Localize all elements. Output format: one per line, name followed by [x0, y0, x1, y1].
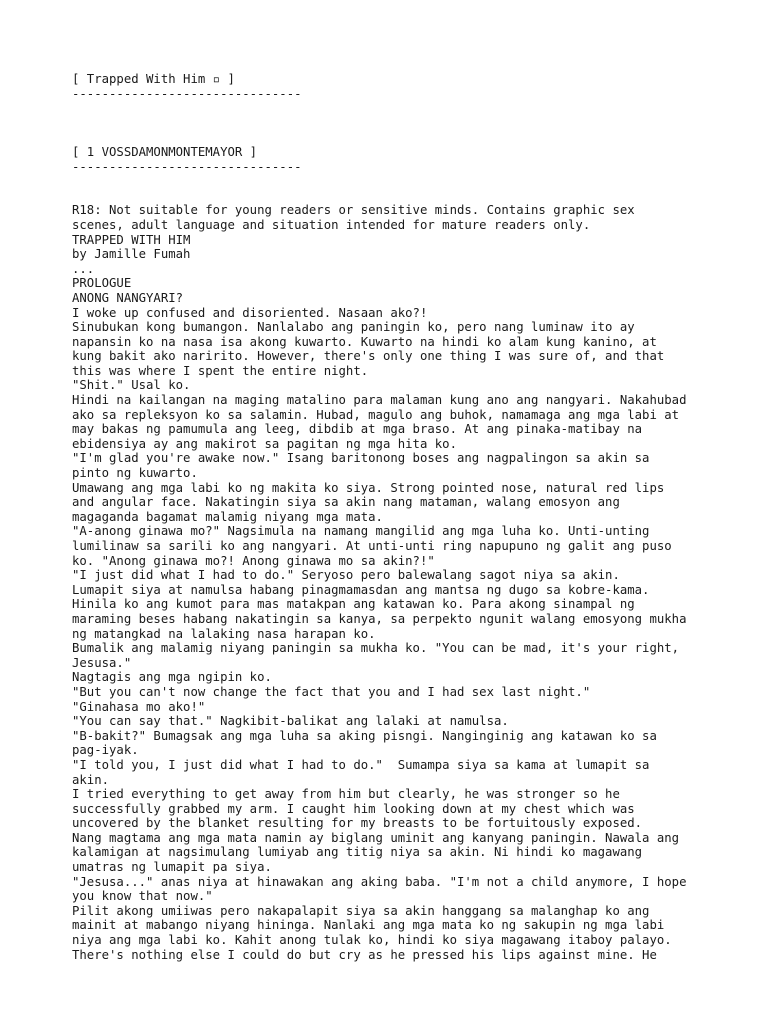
spacer: [72, 189, 712, 204]
text-line: scenes, adult language and situation intended for mature readers only.: [72, 217, 591, 232]
text-line: "You can say that." Nagkibit-balikat ang lalaki at namulsa.: [72, 714, 509, 729]
text-line: I woke up confused and disoriented. Nasaan ako?!: [72, 305, 428, 320]
text-line: maraming beses habang nakatingin sa kanya, sa perpekto ngunit walang emosyong mukha: [72, 611, 687, 626]
text-line: "I told you, I just did what I had to do." Sumampa siya sa kama at lumapit sa: [72, 757, 650, 772]
text-line: TRAPPED WITH HIM: [72, 232, 191, 247]
text-line: ako sa repleksyon ko sa salamin. Hubad, magulo ang buhok, namamaga ang mga labi at: [72, 407, 680, 422]
text-line: "Shit." Usal ko.: [72, 378, 191, 393]
text-line: niya ang mga labi ko. Kahit anong tulak ko, hindi ko siya magawang itaboy palayo.: [72, 933, 672, 948]
text-line: successfully grabbed my arm. I caught him looking down at my chest which was: [72, 801, 635, 816]
text-line: Bumalik ang malamig niyang paningin sa mukha ko. "You can be mad, it's your right,: [72, 641, 680, 656]
text-line: pinto ng kuwarto.: [72, 466, 198, 481]
text-line: kung bakit ako naririto. However, there's only one thing I was sure of, and that: [72, 349, 665, 364]
text-line: PROLOGUE: [72, 276, 132, 291]
text-line: Hinila ko ang kumot para mas matakpan ang katawan ko. Para akong sinampal ng: [72, 597, 635, 612]
text-line: Lumapit siya at namulsa habang pinagmamasdan ang mantsa ng dugo sa kobre-kama.: [72, 582, 650, 597]
text-line: uncovered by the blanket resulting for my breasts to be fortuitously exposed.: [72, 816, 643, 831]
text-line: "Ginahasa mo ako!": [72, 699, 206, 714]
spacer: [72, 101, 712, 116]
text-line: this was where I spent the entire night.: [72, 363, 369, 378]
text-line: Nang magtama ang mga mata namin ay biglang uminit ang kanyang paningin. Nawala ang: [72, 830, 680, 845]
text-line: by Jamille Fumah: [72, 247, 191, 262]
text-line: Nagtagis ang mga ngipin ko.: [72, 670, 272, 685]
text-line: "But you can't now change the fact that you and I had sex last night.": [72, 684, 591, 699]
story-title: [ Trapped With Him ▫ ]: [72, 72, 235, 86]
spacer: [72, 116, 712, 131]
text-line: napansin ko na nasa isa akong kuwarto. Kuwarto na hindi ko alam kung kanino, at: [72, 334, 657, 349]
text-line: Umawang ang mga labi ko ng makita ko siya. Strong pointed nose, natural red lips: [72, 480, 665, 495]
text-line: pag-iyak.: [72, 743, 139, 758]
text-line: Hindi na kailangan na maging matalino para malaman kung ano ang nangyari. Nakahubad: [72, 393, 687, 408]
text-line: you know that now.": [72, 889, 213, 904]
text-line: I tried everything to get away from him but clearly, he was stronger so he: [72, 787, 620, 802]
text-line: ko. "Anong ginawa mo?! Anong ginawa mo sa akin?!": [72, 553, 435, 568]
text-line: Sinubukan kong bumangon. Nanlalabo ang paningin ko, pero nang luminaw ito ay: [72, 320, 635, 335]
document-page: [72, 72, 712, 962]
chapter-heading: [ 1 VOSSDAMONMONTEMAYOR ]: [72, 144, 258, 159]
text-line: mainit at mabango niyang hininga. Nanlaki ang mga mata ko ng sakupin ng mga labi: [72, 918, 665, 933]
text-line: may bakas ng pamumula ang leeg, dibdib at mga braso. At ang pinaka-matibay na: [72, 422, 643, 437]
text-line: Jesusa.": [72, 655, 132, 670]
text-line: There's nothing else I could do but cry as he pressed his lips against mine. He: [72, 947, 657, 962]
text-line: and angular face. Nakatingin siya sa akin nang mataman, walang emosyon ang: [72, 495, 620, 510]
text-line: R18: Not suitable for young readers or sensitive minds. Contains graphic sex: [72, 203, 635, 218]
title-rule: -------------------------------: [72, 86, 302, 101]
text-line: ng matangkad na lalaking nasa harapan ko.: [72, 626, 376, 641]
text-line: ebidensiya ay ang makirot sa pagitan ng mga hita ko.: [72, 436, 457, 451]
text-line: akin.: [72, 772, 110, 787]
text-line: lumilinaw sa sarili ko ang nangyari. At unti-unti ring napupuno ng galit ang puso: [72, 539, 672, 553]
text-line: "Jesusa..." anas niya at hinawakan ang aking baba. "I'm not a child anymore, I hope: [72, 874, 687, 889]
text-line: ...: [72, 261, 95, 276]
text-line: ANONG NANGYARI?: [72, 290, 184, 305]
chapter-rule: -------------------------------: [72, 159, 302, 174]
text-line: Pilit akong umiiwas pero nakapalapit siya sa akin hanggang sa malanghap ko ang: [72, 903, 650, 918]
text-line: umatras ng lumapit pa siya.: [72, 860, 272, 875]
text-line: "I'm glad you're awake now." Isang baritonong boses ang nagpalingon sa akin sa: [72, 451, 650, 466]
chapter-body: [72, 203, 712, 962]
text-line: "B-bakit?" Bumagsak ang mga luha sa aking pisngi. Nanginginig ang katawan ko sa: [72, 728, 657, 743]
text-line: kalamigan at nagsimulang lumiyab ang titig niya sa akin. Ni hindi ko magawang: [72, 845, 643, 860]
text-line: "A-anong ginawa mo?" Nagsimula na namang mangilid ang mga luha ko. Unti-unting: [72, 524, 650, 539]
spacer: [72, 130, 712, 145]
text-line: magaganda bagamat malamig niyang mga mata.: [72, 509, 383, 524]
spacer: [72, 174, 712, 189]
text-line: "I just did what I had to do." Seryoso pero balewalang sagot niya sa akin.: [72, 568, 620, 583]
